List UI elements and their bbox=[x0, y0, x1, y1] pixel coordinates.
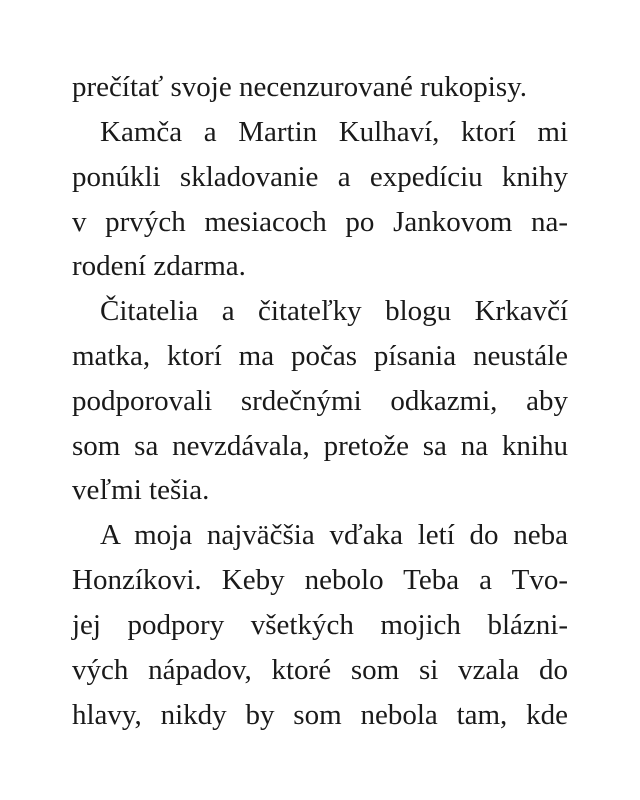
text-line: veľmi tešia. bbox=[72, 474, 210, 506]
text-line: vých nápadov, ktoré som si vzala do bbox=[72, 654, 568, 686]
text-line: Čitatelia a čitateľky blogu Krkavčí bbox=[100, 295, 568, 327]
text-line: Kamča a Martin Kulhaví, ktorí mi bbox=[100, 116, 568, 148]
text-line: Honzíkovi. Keby nebolo Teba a Tvo- bbox=[72, 564, 568, 596]
text-line: prečítať svoje necenzurované rukopisy. bbox=[72, 71, 527, 103]
text-line: A moja najväčšia vďaka letí do neba bbox=[100, 519, 568, 551]
text-line: matka, ktorí ma počas písania neustále bbox=[72, 340, 568, 372]
text-line: jej podpory všetkých mojich blázni- bbox=[72, 609, 568, 641]
text-line: som sa nevzdávala, pretože sa na knihu bbox=[72, 430, 568, 462]
text-line: v prvých mesiacoch po Jankovom na- bbox=[72, 206, 568, 238]
text-line: rodení zdarma. bbox=[72, 250, 246, 282]
text-line: hlavy, nikdy by som nebola tam, kde bbox=[72, 699, 568, 731]
text-line: ponúkli skladovanie a expedíciu knihy bbox=[72, 161, 568, 193]
text-line: podporovali srdečnými odkazmi, aby bbox=[72, 385, 568, 417]
